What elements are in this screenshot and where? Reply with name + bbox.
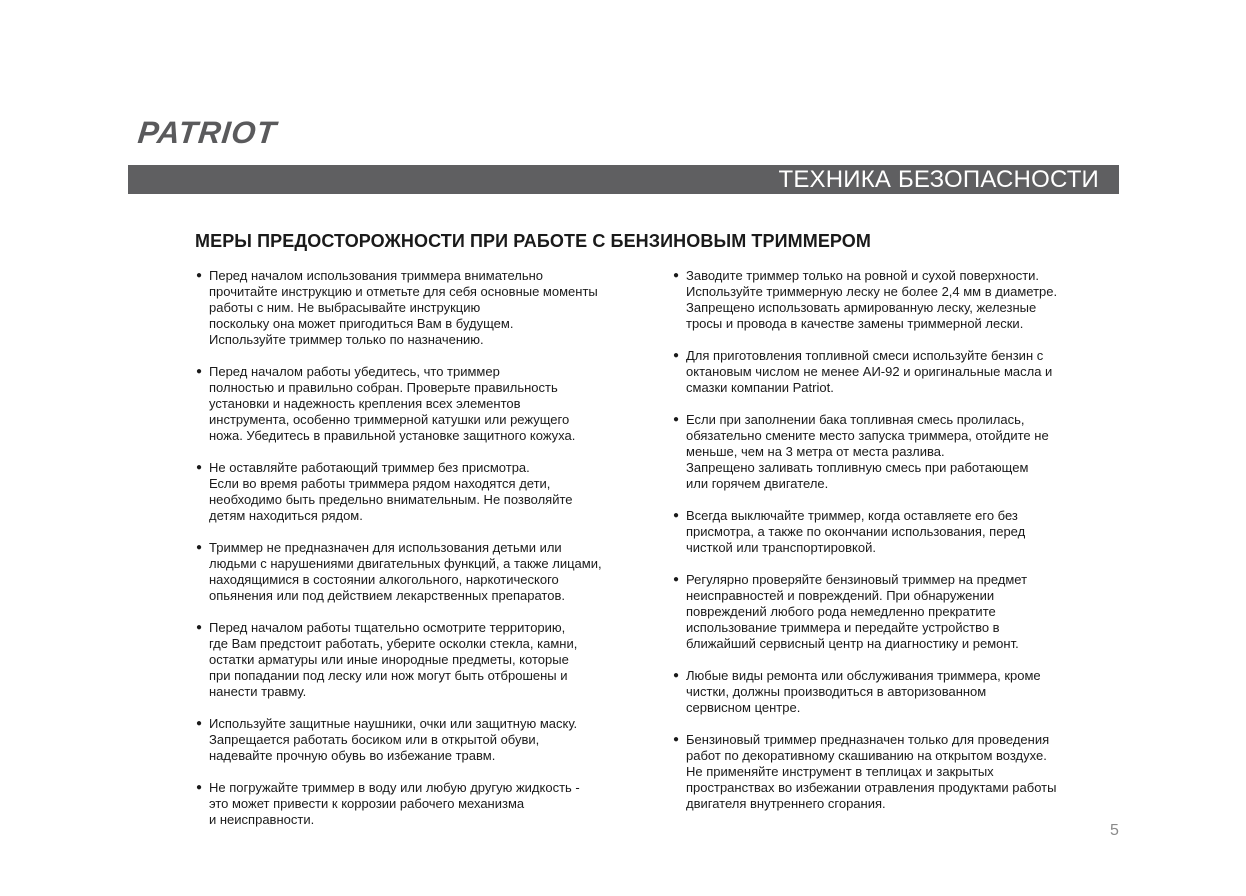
bullet-icon: ●	[673, 414, 680, 425]
bullet-icon: ●	[196, 542, 203, 553]
list-item-text: Используйте защитные наушники, очки или защитную маску. Запрещается работать босиком или в открытой обуви, надевайте прочную обувь во избежание травм.	[209, 716, 578, 763]
list-item	[196, 268, 646, 348]
section-title: ТЕХНИКА БЕЗОПАСНОСТИ	[778, 166, 1099, 193]
bullet-icon: ●	[196, 782, 203, 793]
list-item	[196, 540, 646, 604]
bullet-icon: ●	[196, 462, 203, 473]
list-item-text: Перед началом использования триммера внимательно прочитайте инструкцию и отметьте для себя основные моменты работы с ним. Не выбрасывайте инструкцию поскольку она может пригодиться Вам в будущем. Используйте триммер только по назначению.	[209, 268, 598, 347]
list-item-text: Любые виды ремонта или обслуживания триммера, кроме чистки, должны производиться в авторизованном сервисном центре.	[686, 668, 1041, 715]
list-item	[196, 780, 646, 828]
list-item-text: Заводите триммер только на ровной и сухой поверхности. Используйте триммерную леску не более 2,4 мм в диаметре. Запрещено использовать армированную леску, железные тросы и провода в качестве замены триммерной лески.	[686, 268, 1058, 331]
list-item	[196, 716, 646, 764]
list-item	[673, 348, 1103, 396]
bullet-icon: ●	[673, 350, 680, 361]
list-item	[673, 412, 1103, 492]
bullet-icon: ●	[196, 718, 203, 729]
list-item	[673, 508, 1103, 556]
list-item-text: Регулярно проверяйте бензиновый триммер на предмет неисправностей и повреждений. При обнаружении повреждений любого рода немедленно прекратите использование триммера и передайте устройство в ближайший сервисный центр на диагностику и ремонт.	[686, 572, 1028, 651]
bullet-icon: ●	[196, 622, 203, 633]
bullet-icon: ●	[673, 734, 680, 745]
list-item-text: Триммер не предназначен для использования детьми или людьми с нарушениями двигательных функций, а также лицами, находящимися в состоянии алкогольного, наркотического опьянения или под действием лекарственных препаратов.	[209, 540, 602, 603]
bullet-icon: ●	[673, 270, 680, 281]
page-heading: МЕРЫ ПРЕДОСТОРОЖНОСТИ ПРИ РАБОТЕ С БЕНЗИНОВЫМ ТРИММЕРОМ	[195, 231, 871, 251]
list-item-text: Перед началом работы убедитесь, что триммер полностью и правильно собран. Проверьте правильность установки и надежность крепления всех элементов инструмента, особенно триммерной катушки или режущего ножа. Убедитесь в правильной установке защитного кожуха.	[209, 364, 576, 443]
list-item-text: Перед началом работы тщательно осмотрите территорию, где Вам предстоит работать, уберите осколки стекла, камни, остатки арматуры или иные инородные предметы, которые при попадании под леску или нож могут быть отброшены и нанести травму.	[209, 620, 578, 699]
bullet-icon: ●	[673, 670, 680, 681]
list-item	[673, 572, 1103, 652]
list-item	[196, 620, 646, 700]
list-item	[673, 668, 1103, 716]
brand-logo: PATRIOT	[136, 115, 279, 150]
section-banner	[128, 165, 1119, 194]
list-item	[673, 268, 1103, 332]
bullet-icon: ●	[196, 270, 203, 281]
bullet-icon: ●	[673, 510, 680, 521]
list-item-text: Для приготовления топливной смеси используйте бензин с октановым числом не менее АИ-92 и оригинальные масла и смазки компании Patriot.	[686, 348, 1053, 395]
list-item-text: Всегда выключайте триммер, когда оставляете его без присмотра, а также по окончании использования, перед чисткой или транспортировкой.	[686, 508, 1026, 555]
bullet-icon: ●	[673, 574, 680, 585]
list-item-text: Бензиновый триммер предназначен только для проведения работ по декоративному скашиванию на открытом воздухе. Не применяйте инструмент в теплицах и закрытых пространствах во избежании отравления продуктами работы двигателя внутреннего сгорания.	[686, 732, 1057, 811]
right-column	[673, 268, 1103, 828]
list-item	[196, 364, 646, 444]
list-item-text: Не погружайте триммер в воду или любую другую жидкость - это может привести к коррозии рабочего механизма и неисправности.	[209, 780, 580, 827]
left-column	[196, 268, 646, 844]
list-item	[196, 460, 646, 524]
page-number: 5	[1110, 822, 1119, 839]
list-item-text: Если при заполнении бака топливная смесь пролилась, обязательно смените место запуска триммера, отойдите не меньше, чем на 3 метра от места разлива. Запрещено заливать топливную смесь при работающем или горячем двигателе.	[686, 412, 1049, 491]
list-item-text: Не оставляйте работающий триммер без присмотра. Если во время работы триммера рядом находятся дети, необходимо быть предельно внимательным. Не позволяйте детям находиться рядом.	[209, 460, 573, 523]
bullet-icon: ●	[196, 366, 203, 377]
list-item	[673, 732, 1103, 812]
